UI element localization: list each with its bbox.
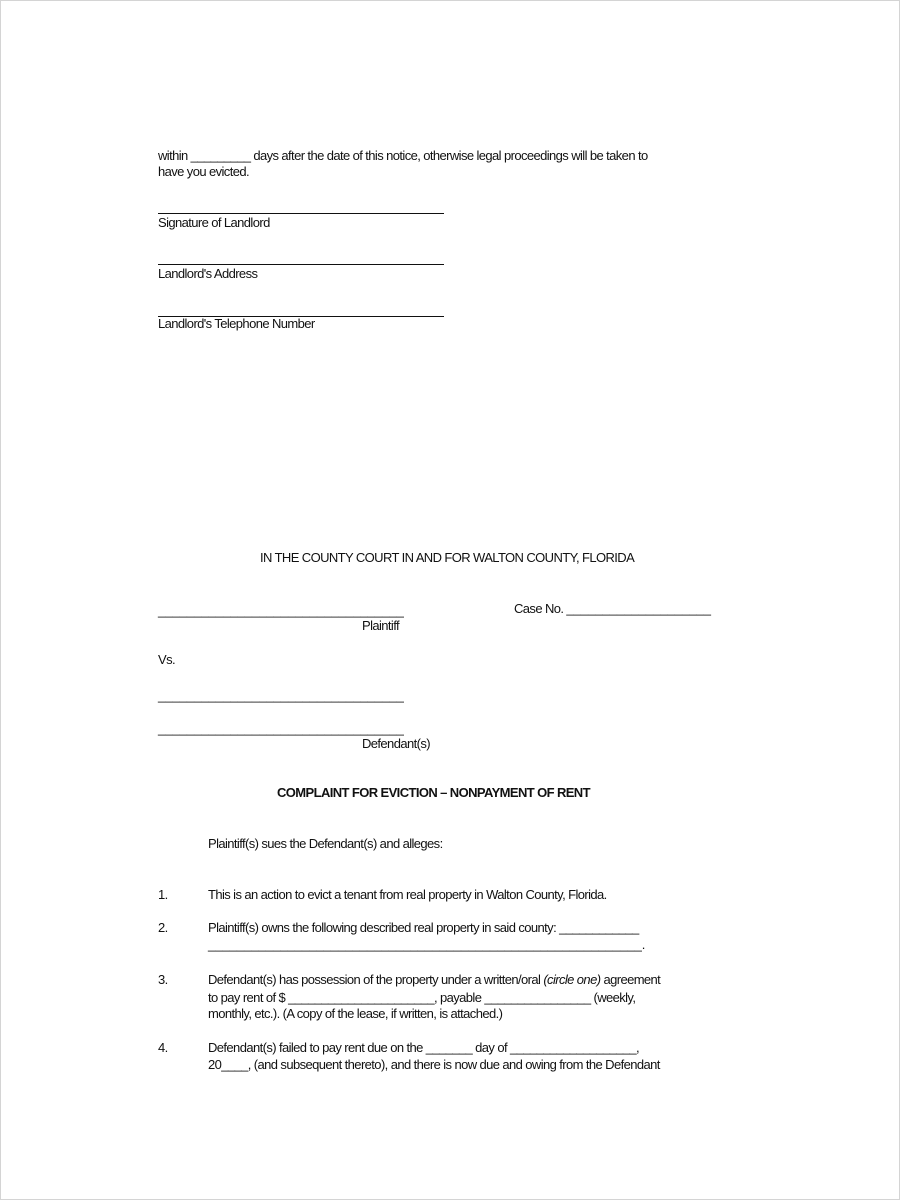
court-heading: IN THE COUNTY COURT IN AND FOR WALTON COUNTY, FLORIDA <box>260 550 635 565</box>
signature-line <box>158 213 444 214</box>
item-2-text-line-2: ____________________________________________________________. <box>208 937 646 952</box>
item-4-text-line-1: Defendant(s) failed to pay rent due on the _______ day of ___________________, <box>208 1040 639 1055</box>
signature-label: Signature of Landlord <box>158 215 270 230</box>
defendant-blank-1: __________________________________ <box>158 688 404 703</box>
case-label: Case No. <box>514 601 564 616</box>
item-4-number: 4. <box>158 1040 168 1055</box>
versus-label: Vs. <box>158 652 175 667</box>
defendant-label: Defendant(s) <box>362 736 430 751</box>
item-3-text-part-a: Defendant(s) has possession of the property under a written/oral <box>208 972 544 987</box>
item-3-circle-one: (circle one) <box>543 972 601 987</box>
complaint-title: COMPLAINT FOR EVICTION – NONPAYMENT OF RENT <box>277 785 590 800</box>
item-2-number: 2. <box>158 920 168 935</box>
case-number <box>514 601 711 617</box>
address-line <box>158 264 444 265</box>
item-4-text-line-2: 20____, (and subsequent thereto), and there is now due and owing from the Defendant <box>208 1057 660 1072</box>
case-blank: ____________________ <box>566 601 712 616</box>
item-3-number: 3. <box>158 972 168 987</box>
item-3-text-line-3: monthly, etc.). (A copy of the lease, if written, is attached.) <box>208 1006 503 1021</box>
notice-text-prefix: within <box>158 148 191 163</box>
notice-text-line-2: have you evicted. <box>158 164 249 179</box>
days-blank: _________ <box>190 148 251 163</box>
plaintiff-label: Plaintiff <box>362 618 399 633</box>
item-3-text-part-b: agreement <box>600 972 661 987</box>
plaintiff-blank: __________________________________ <box>158 603 404 618</box>
address-label: Landlord's Address <box>158 266 258 281</box>
telephone-label: Landlord's Telephone Number <box>158 316 315 331</box>
item-1-text: This is an action to evict a tenant from real property in Walton County, Florida. <box>208 887 607 902</box>
item-1-number: 1. <box>158 887 168 902</box>
notice-text-line-1 <box>158 148 648 164</box>
notice-text-suffix: days after the date of this notice, otherwise legal proceedings will be taken to <box>250 148 648 163</box>
item-3-text-line-1 <box>208 972 660 988</box>
defendant-blank-2: __________________________________ <box>158 721 404 736</box>
complaint-intro: Plaintiff(s) sues the Defendant(s) and alleges: <box>208 836 443 851</box>
item-2-text-line-1: Plaintiff(s) owns the following described real property in said county: ____________ <box>208 920 639 935</box>
item-3-text-line-2: to pay rent of $ ______________________, payable ________________ (weekly, <box>208 990 636 1005</box>
